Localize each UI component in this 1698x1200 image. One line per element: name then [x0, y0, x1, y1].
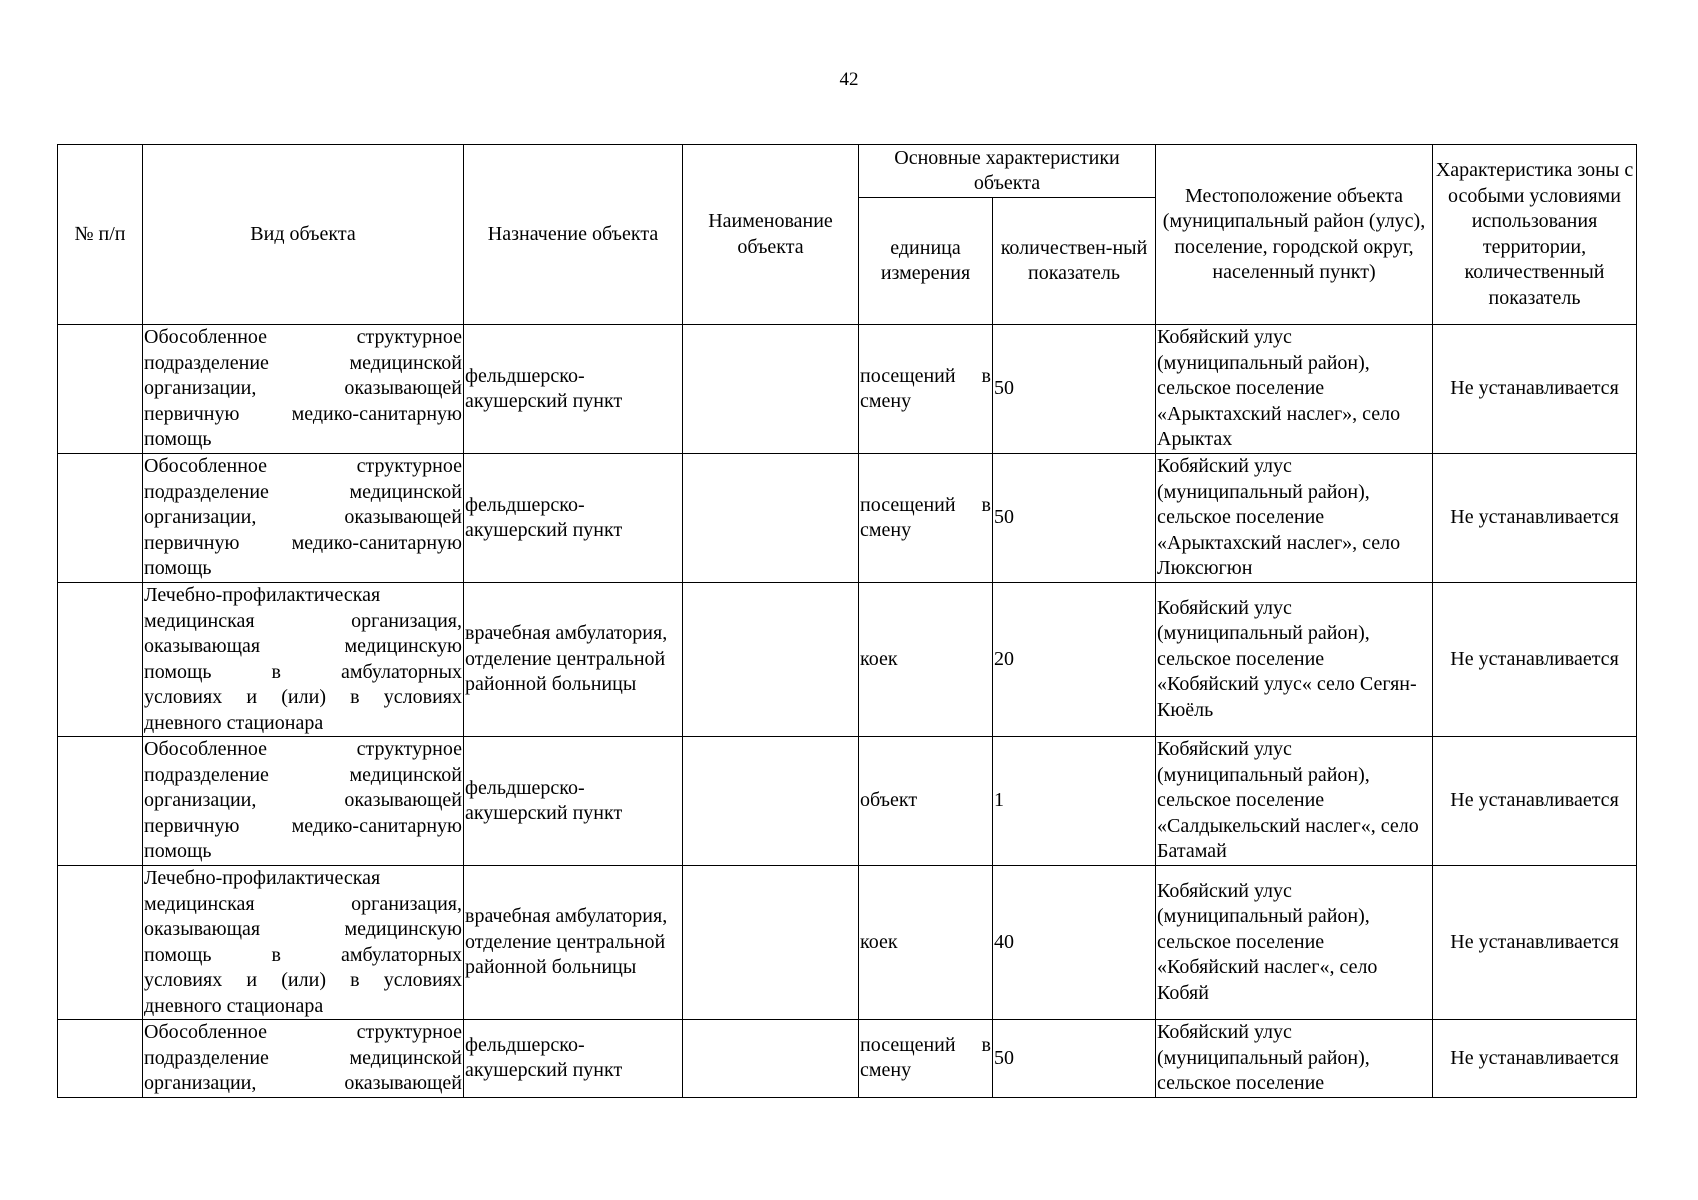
vid-line: помощь [144, 428, 212, 450]
cell-edinica: коек [859, 583, 993, 737]
vid-line: подразделение медицинской [144, 763, 462, 786]
cell-mestopolozhenie: Кобяйский улус (муниципальный район), сельское поселение [1156, 1020, 1433, 1098]
cell-edinica: посещений в смену [859, 325, 993, 454]
header-row-1 [58, 145, 1637, 198]
table-row [58, 1020, 1637, 1098]
cell-kolichestvo: 1 [993, 737, 1156, 866]
cell-edinica: коек [859, 866, 993, 1020]
table-row [58, 737, 1637, 866]
vid-line: медицинская организация, [144, 609, 462, 632]
vid-line: организации, оказывающей [144, 789, 462, 811]
cell-naznachenie: врачебная амбулатория, отделение центральной районной больницы [464, 583, 683, 737]
vid-line: организации, оказывающей [144, 377, 462, 399]
cell-num [58, 325, 143, 454]
vid-line: помощь [144, 557, 212, 579]
cell-vid-obekta [143, 454, 464, 583]
cell-naznachenie: фельдшерско-акушерский пункт [464, 737, 683, 866]
cell-naznachenie: фельдшерско-акушерский пункт [464, 325, 683, 454]
header-osnovnye-harakteristiki: Основные характеристики объекта [859, 145, 1156, 198]
vid-line: помощь в амбулаторных [144, 660, 462, 683]
vid-line: подразделение медицинской [144, 351, 462, 374]
table-row [58, 454, 1637, 583]
page-number: 42 [839, 69, 859, 90]
vid-line: помощь в амбулаторных [144, 943, 462, 966]
cell-kolichestvo: 40 [993, 866, 1156, 1020]
cell-naimenovanie [683, 1020, 859, 1098]
cell-naimenovanie [683, 454, 859, 583]
vid-line: дневного стационара [144, 994, 324, 1017]
table-body [58, 325, 1637, 1098]
header-mestopolozhenie: Местоположение объекта (муниципальный район (улус), поселение, городской округ, населенный пункт) [1156, 145, 1433, 325]
cell-zona: Не устанавливается [1433, 1020, 1637, 1098]
vid-line: подразделение медицинской [144, 1046, 462, 1069]
vid-line: Обособленное структурное [144, 455, 462, 477]
cell-vid-obekta [143, 325, 464, 454]
vid-line: Обособленное структурное [144, 1021, 462, 1043]
vid-line: первичную медико-санитарную [144, 814, 462, 837]
table-row [58, 866, 1637, 1020]
vid-line: помощь [144, 840, 212, 862]
header-naimenovanie: Наименование объекта [683, 145, 859, 325]
cell-kolichestvo: 20 [993, 583, 1156, 737]
cell-naimenovanie [683, 583, 859, 737]
cell-zona: Не устанавливается [1433, 454, 1637, 583]
vid-line: условиях и (или) в условиях [144, 969, 462, 991]
cell-num [58, 454, 143, 583]
header-edinica: единица измерения [859, 198, 993, 325]
vid-line: медицинская организация, [144, 892, 462, 915]
cell-num [58, 1020, 143, 1098]
header-naznachenie: Назначение объекта [464, 145, 683, 325]
table-row [58, 325, 1637, 454]
table-row [58, 583, 1637, 737]
vid-line: подразделение медицинской [144, 480, 462, 503]
cell-edinica: посещений в смену [859, 1020, 993, 1098]
cell-kolichestvo: 50 [993, 454, 1156, 583]
header-kolichestvo: количествен-ный показатель [993, 198, 1156, 325]
cell-naznachenie: фельдшерско-акушерский пункт [464, 1020, 683, 1098]
cell-kolichestvo: 50 [993, 325, 1156, 454]
vid-line: условиях и (или) в условиях [144, 686, 462, 708]
vid-line: организации, оказывающей [144, 506, 462, 528]
vid-line: организации, оказывающей [144, 1072, 462, 1094]
cell-edinica: объект [859, 737, 993, 866]
header-zona: Характеристика зоны с особыми условиями использования территории, количественный показатель [1433, 145, 1637, 325]
cell-zona: Не устанавливается [1433, 325, 1637, 454]
cell-naimenovanie [683, 737, 859, 866]
vid-line: Обособленное структурное [144, 326, 462, 348]
vid-line: первичную медико-санитарную [144, 531, 462, 554]
vid-line: Обособленное структурное [144, 738, 462, 760]
objects-table [57, 144, 1637, 1098]
cell-num [58, 583, 143, 737]
cell-vid-obekta [143, 866, 464, 1020]
cell-zona: Не устанавливается [1433, 737, 1637, 866]
vid-line: дневного стационара [144, 711, 324, 734]
cell-vid-obekta [143, 737, 464, 866]
cell-naimenovanie [683, 325, 859, 454]
cell-mestopolozhenie: Кобяйский улус (муниципальный район), сельское поселение «Кобяйский улус« село Сегян-Кюёль [1156, 583, 1433, 737]
cell-zona: Не устанавливается [1433, 866, 1637, 1020]
vid-line: Лечебно-профилактическая [144, 867, 381, 889]
cell-mestopolozhenie: Кобяйский улус (муниципальный район), сельское поселение «Салдыкельский наслег«, село Батамай [1156, 737, 1433, 866]
cell-vid-obekta [143, 1020, 464, 1098]
cell-naimenovanie [683, 866, 859, 1020]
cell-num [58, 866, 143, 1020]
cell-mestopolozhenie: Кобяйский улус (муниципальный район), сельское поселение «Арыктахский наслег», село Люксюгюн [1156, 454, 1433, 583]
vid-line: оказывающая медицинскую [144, 918, 462, 940]
vid-line: первичную медико-санитарную [144, 402, 462, 425]
cell-mestopolozhenie: Кобяйский улус (муниципальный район), сельское поселение «Кобяйский наслег«, село Кобяй [1156, 866, 1433, 1020]
cell-naznachenie: врачебная амбулатория, отделение центральной районной больницы [464, 866, 683, 1020]
cell-kolichestvo: 50 [993, 1020, 1156, 1098]
header-vid-obekta: Вид объекта [143, 145, 464, 325]
cell-mestopolozhenie: Кобяйский улус (муниципальный район), сельское поселение «Арыктахский наслег», село Арыктах [1156, 325, 1433, 454]
cell-num [58, 737, 143, 866]
cell-edinica: посещений в смену [859, 454, 993, 583]
header-num: № п/п [58, 145, 143, 325]
cell-naznachenie: фельдшерско-акушерский пункт [464, 454, 683, 583]
cell-vid-obekta [143, 583, 464, 737]
cell-zona: Не устанавливается [1433, 583, 1637, 737]
vid-line: оказывающая медицинскую [144, 635, 462, 657]
vid-line: Лечебно-профилактическая [144, 584, 381, 606]
